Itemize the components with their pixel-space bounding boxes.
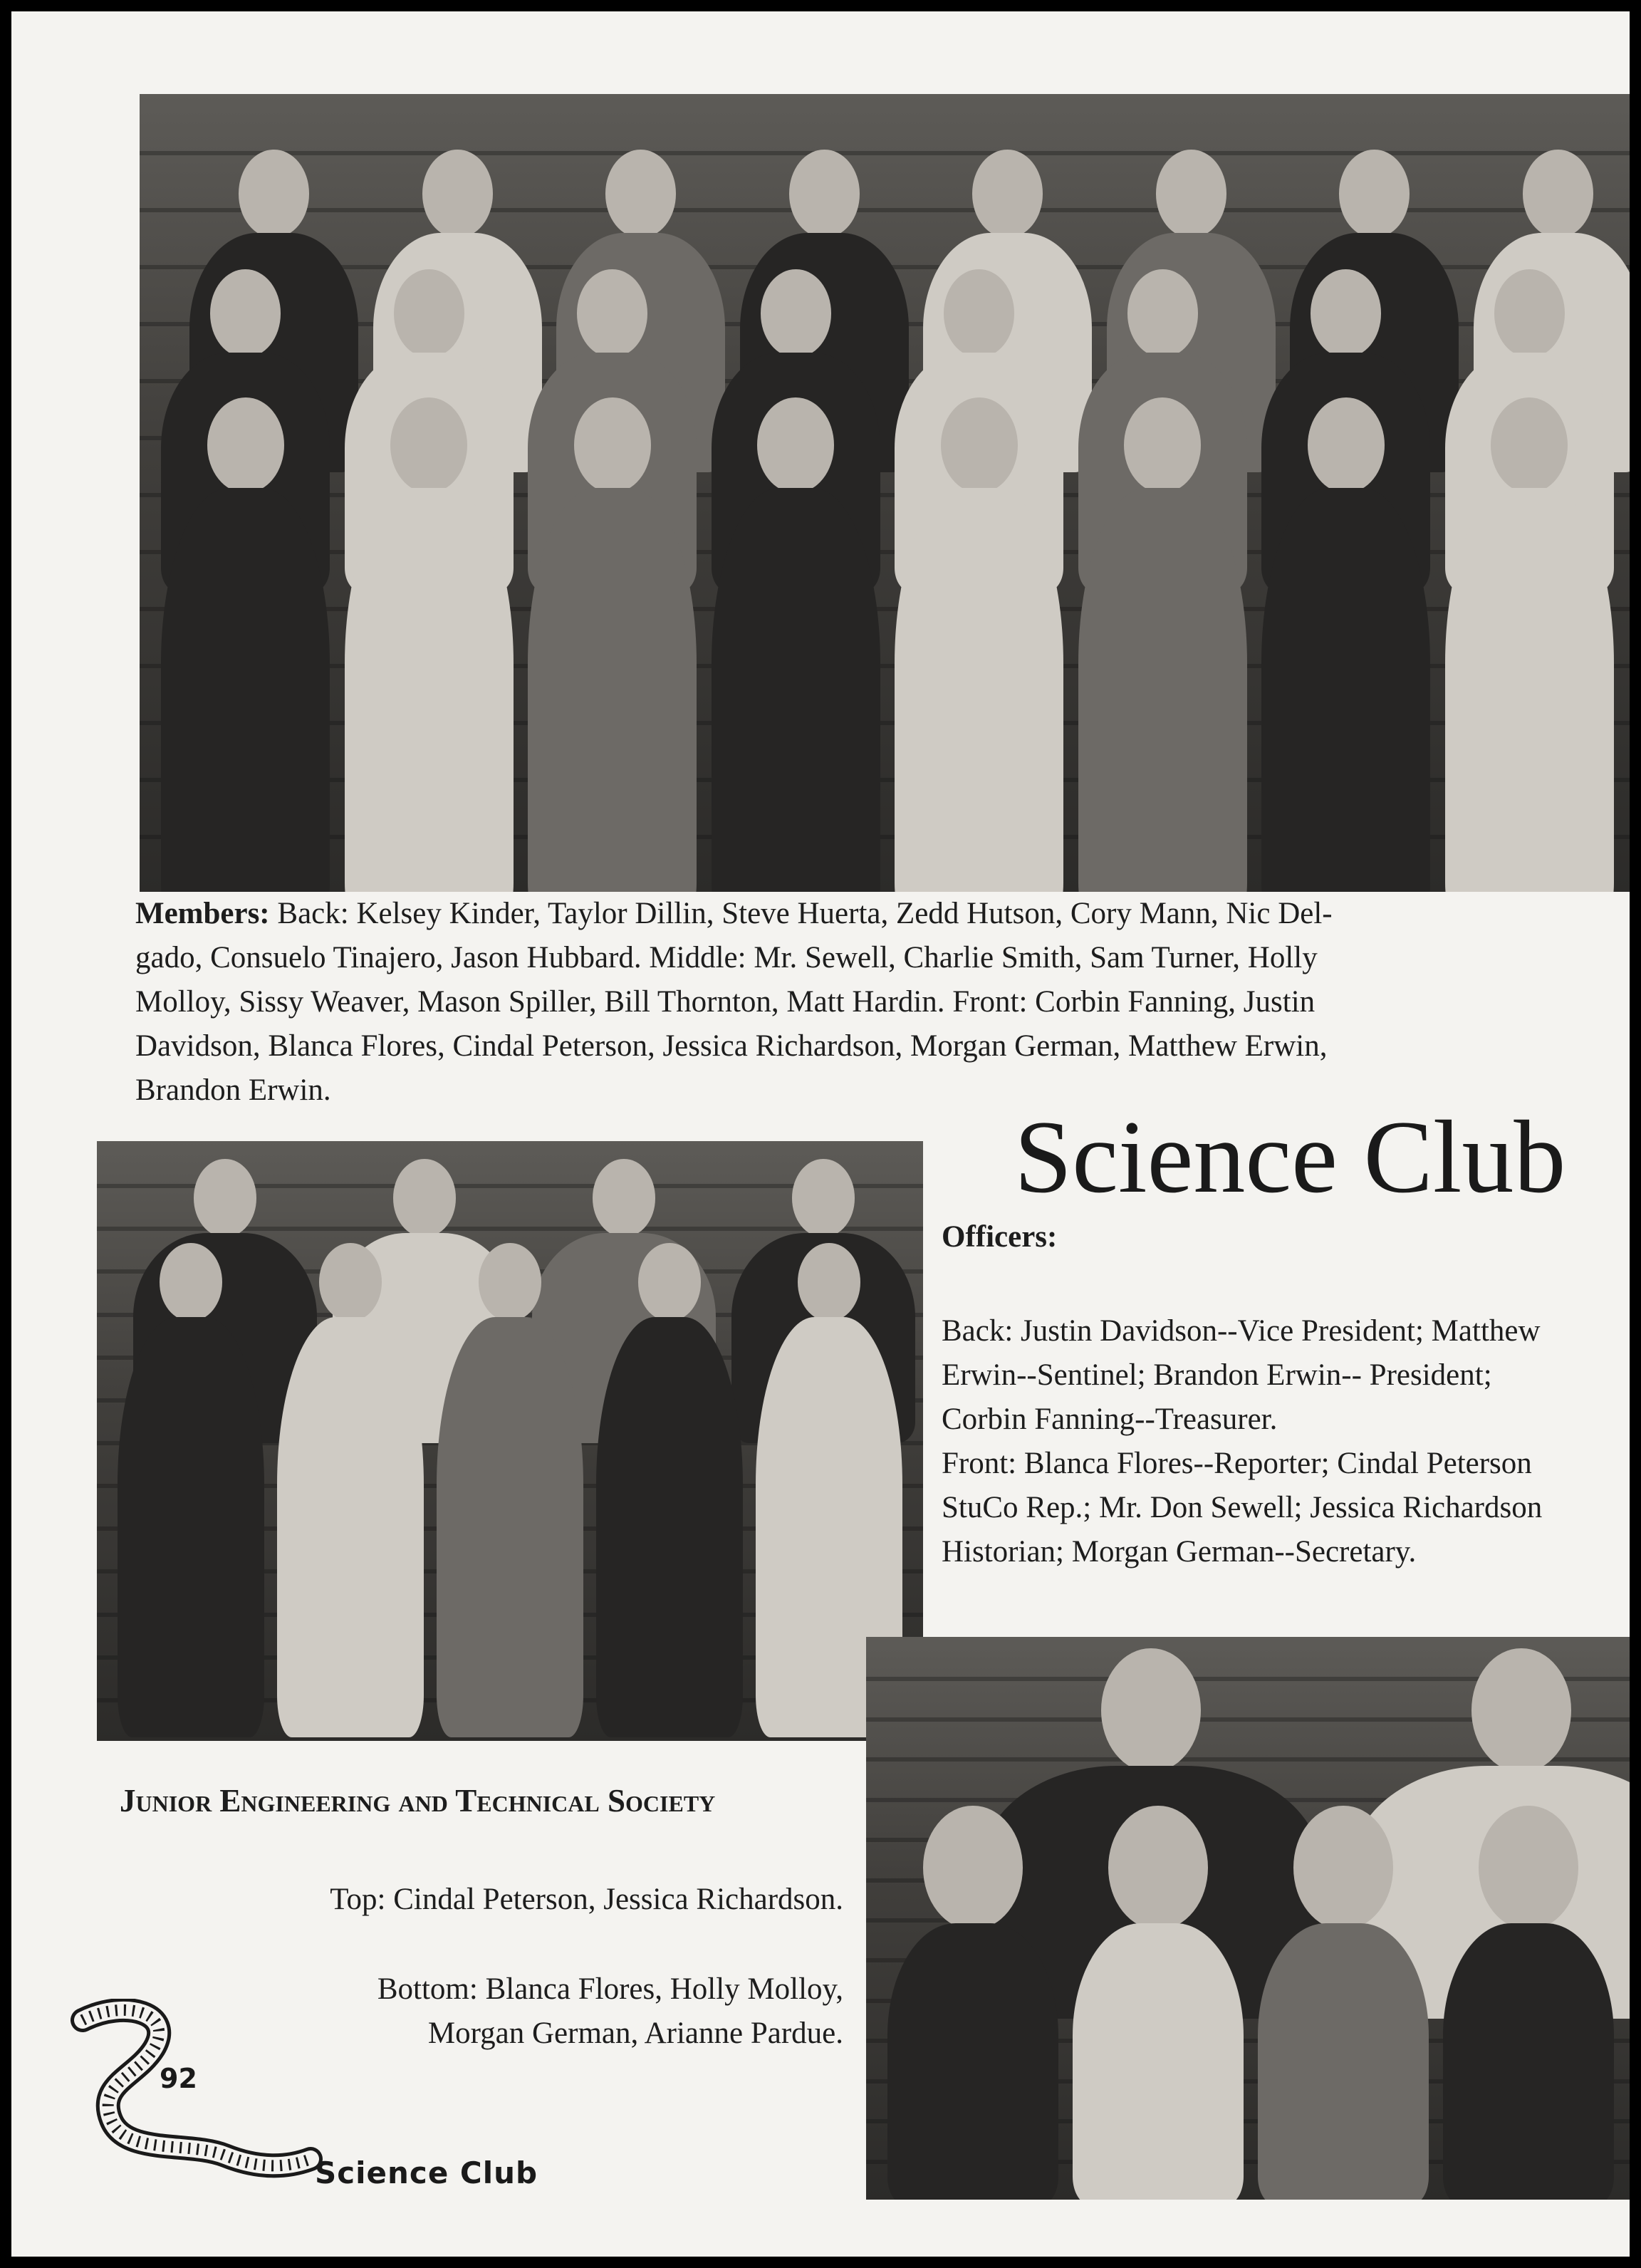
person-head bbox=[390, 397, 467, 493]
person-body bbox=[528, 488, 697, 892]
person-head bbox=[1108, 1806, 1207, 1930]
yearbook-page bbox=[11, 11, 1630, 2257]
officers-line-2: Erwin--Sentinel; Brandon Erwin-- President; bbox=[942, 1358, 1492, 1392]
person-head bbox=[638, 1243, 701, 1321]
person-body bbox=[437, 1317, 583, 1737]
person-head bbox=[798, 1243, 860, 1321]
person-head bbox=[1124, 397, 1201, 493]
person-figure bbox=[111, 1243, 271, 1741]
person-head bbox=[207, 397, 284, 493]
person-figure bbox=[430, 1243, 590, 1741]
person-head bbox=[210, 269, 281, 357]
person-body bbox=[1261, 488, 1430, 892]
person-head bbox=[1127, 269, 1198, 357]
person-figure bbox=[704, 397, 888, 892]
person-head bbox=[319, 1243, 382, 1321]
person-figure bbox=[1254, 397, 1438, 892]
person-head bbox=[972, 150, 1043, 237]
person-figure bbox=[1071, 397, 1255, 892]
person-head bbox=[1339, 150, 1410, 237]
person-figure bbox=[271, 1243, 430, 1741]
officers-line-3: Corbin Fanning--Treasurer. bbox=[942, 1403, 1278, 1436]
person-head bbox=[1308, 397, 1385, 493]
page-title: Science Club bbox=[1014, 1099, 1566, 1214]
person-figure bbox=[590, 1243, 749, 1741]
person-head bbox=[394, 269, 464, 357]
jets-bottom-caption bbox=[377, 1967, 843, 2056]
person-head bbox=[789, 150, 860, 237]
person-head bbox=[1523, 150, 1593, 237]
person-figure bbox=[154, 397, 338, 892]
officers-line-1: Back: Justin Davidson--Vice President; Matthew bbox=[942, 1314, 1541, 1348]
person-head bbox=[944, 269, 1014, 357]
person-figure bbox=[1436, 1806, 1621, 2200]
officers-list bbox=[942, 1309, 1630, 1574]
person-head bbox=[1311, 269, 1381, 357]
officers-heading: Officers: bbox=[942, 1220, 1058, 1254]
person-figure bbox=[521, 397, 704, 892]
film-strip-icon bbox=[68, 1999, 325, 2198]
person-body bbox=[895, 488, 1063, 892]
person-head bbox=[577, 269, 647, 357]
person-body bbox=[345, 488, 514, 892]
person-head bbox=[605, 150, 676, 237]
jets-bottom-line-2: Morgan German, Arianne Pardue. bbox=[427, 2017, 843, 2050]
person-head bbox=[574, 397, 651, 493]
person-head bbox=[1491, 397, 1568, 493]
person-head bbox=[422, 150, 493, 237]
person-head bbox=[1156, 150, 1226, 237]
person-body bbox=[1445, 488, 1614, 892]
person-head bbox=[757, 397, 834, 493]
person-head bbox=[194, 1159, 256, 1237]
person-body bbox=[1078, 488, 1247, 892]
jets-top-caption: Top: Cindal Peterson, Jessica Richardson. bbox=[330, 1883, 843, 1916]
members-caption bbox=[135, 892, 1624, 1113]
person-figure bbox=[880, 1806, 1066, 2200]
person-head bbox=[479, 1243, 541, 1321]
person-body bbox=[277, 1317, 424, 1737]
person-figure bbox=[887, 397, 1071, 892]
person-body bbox=[1258, 1923, 1428, 2200]
members-line-5: Brandon Erwin. bbox=[135, 1073, 331, 1107]
person-head bbox=[239, 150, 309, 237]
person-figure bbox=[1066, 1806, 1251, 2200]
person-head bbox=[1101, 1648, 1200, 1772]
person-head bbox=[792, 1159, 855, 1237]
person-figure bbox=[1438, 397, 1622, 892]
person-body bbox=[1443, 1923, 1613, 2200]
jets-heading: Junior Engineering and Technical Society bbox=[120, 1783, 716, 1819]
members-line-3: Molloy, Sissy Weaver, Mason Spiller, Bill Thornton, Matt Hardin. Front: Corbin Fanning, Justin bbox=[135, 985, 1316, 1019]
person-body bbox=[161, 488, 330, 892]
person-head bbox=[160, 1243, 222, 1321]
members-group-photo bbox=[140, 94, 1630, 892]
members-label: Members: bbox=[135, 897, 270, 930]
person-head bbox=[593, 1159, 655, 1237]
members-line-2: gado, Consuelo Tinajero, Jason Hubbard. Middle: Mr. Sewell, Charlie Smith, Sam Turner, Holly bbox=[135, 941, 1318, 974]
person-head bbox=[761, 269, 831, 357]
person-head bbox=[941, 397, 1018, 493]
person-head bbox=[1479, 1806, 1578, 1930]
person-body bbox=[712, 488, 880, 892]
officers-line-5: StuCo Rep.; Mr. Don Sewell; Jessica Richardson bbox=[942, 1491, 1543, 1524]
officers-line-6: Historian; Morgan German--Secretary. bbox=[942, 1535, 1417, 1569]
jets-group-photo bbox=[866, 1637, 1630, 2200]
person-head bbox=[393, 1159, 456, 1237]
members-line-1: Back: Kelsey Kinder, Taylor Dillin, Steve Huerta, Zedd Hutson, Cory Mann, Nic Del- bbox=[277, 897, 1333, 930]
officers-line-4: Front: Blanca Flores--Reporter; Cindal Peterson bbox=[942, 1447, 1532, 1480]
section-label: Science Club bbox=[315, 2155, 538, 2190]
officers-group-photo bbox=[97, 1141, 923, 1741]
person-body bbox=[596, 1317, 743, 1737]
jets-bottom-line-1: Bottom: Blanca Flores, Holly Molloy, bbox=[377, 1972, 843, 2006]
person-body bbox=[1073, 1923, 1243, 2200]
person-head bbox=[1293, 1806, 1392, 1930]
person-head bbox=[1471, 1648, 1570, 1772]
person-body bbox=[887, 1923, 1058, 2200]
person-head bbox=[923, 1806, 1022, 1930]
members-line-4: Davidson, Blanca Flores, Cindal Peterson, Jessica Richardson, Morgan German, Matthew Erwin, bbox=[135, 1029, 1328, 1063]
person-figure bbox=[1251, 1806, 1436, 2200]
page-number: 92 bbox=[160, 2063, 197, 2094]
person-body bbox=[118, 1317, 264, 1737]
person-figure bbox=[338, 397, 521, 892]
person-head bbox=[1494, 269, 1565, 357]
